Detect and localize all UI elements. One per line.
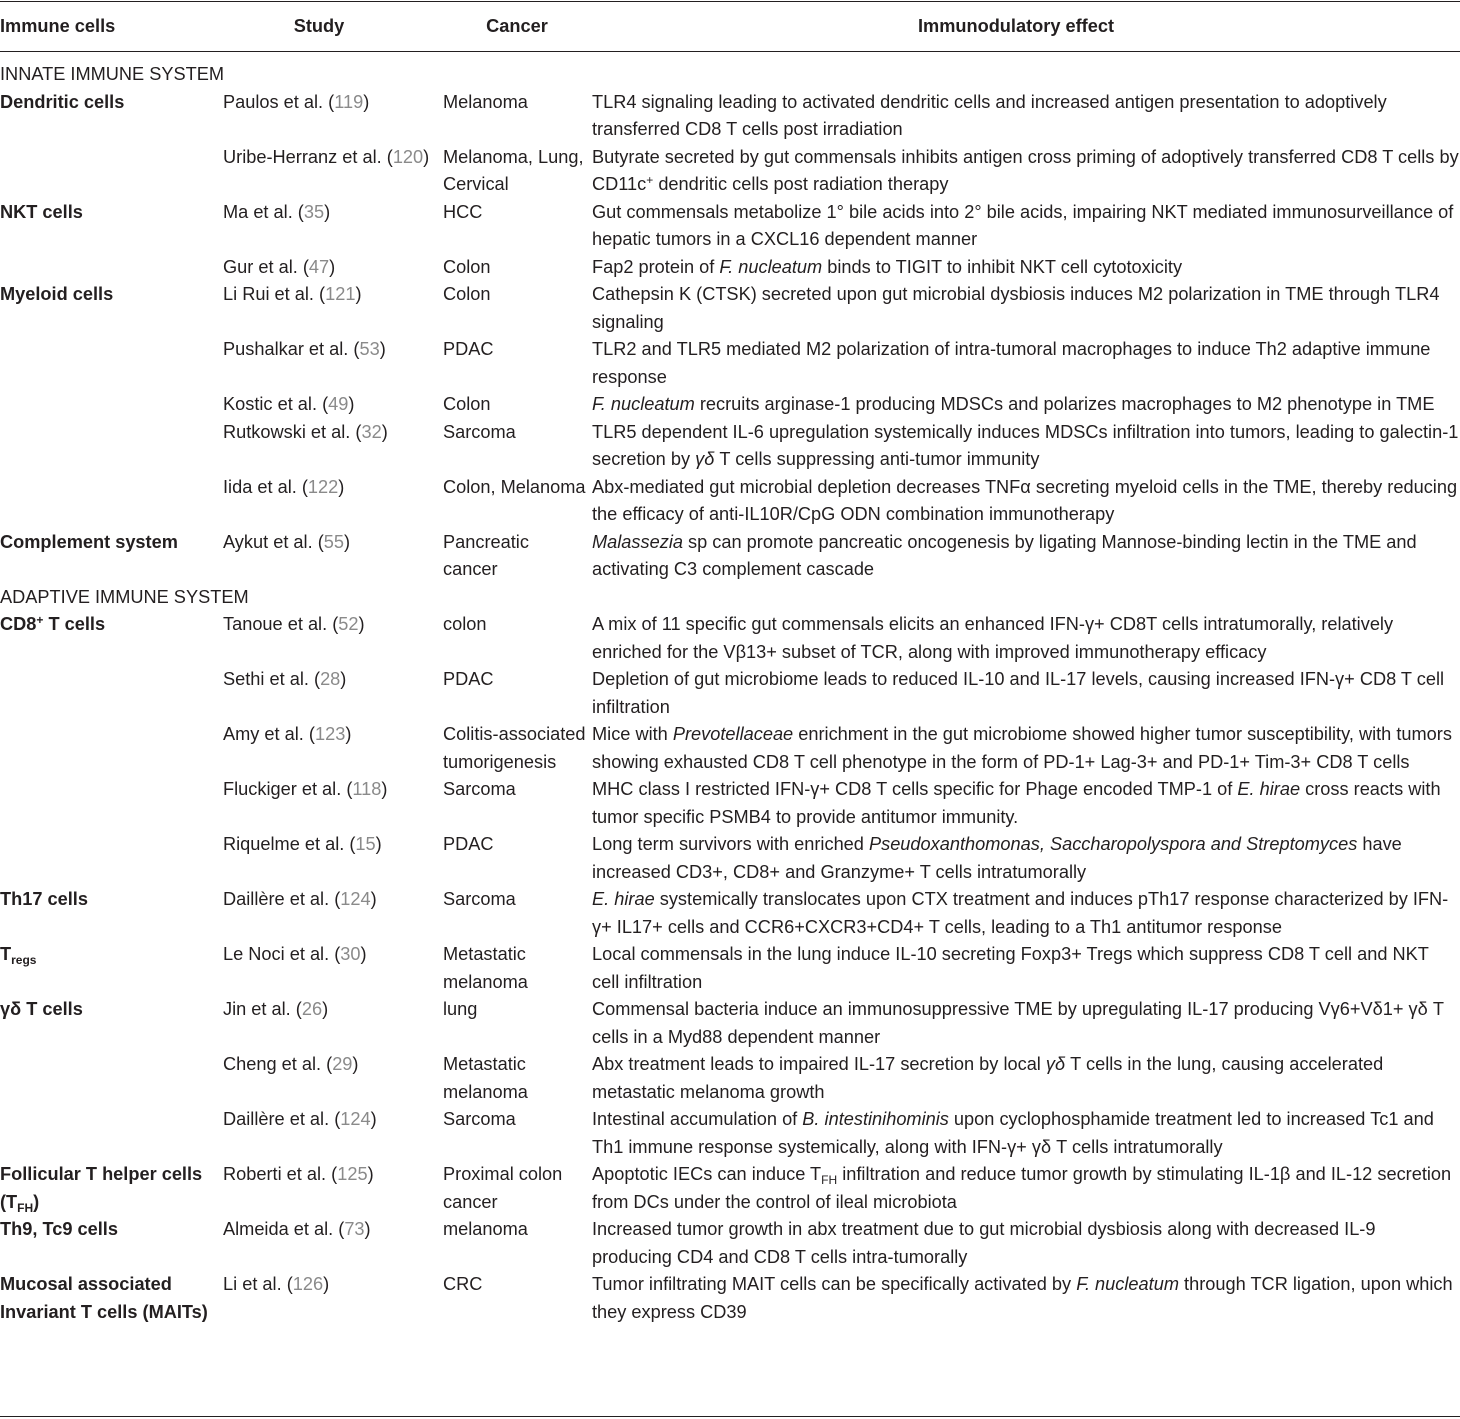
immune-cell: Th9, Tc9 cells bbox=[0, 1219, 118, 1239]
reference-link[interactable]: 32 bbox=[361, 421, 382, 442]
effect: MHC class I restricted IFN-γ+ CD8 T cells specific for Phage encoded TMP-1 of E. hirae cross reacts with tumor specific PSMB4 to provide antitumor immunity. bbox=[592, 779, 1441, 827]
immune-cell bbox=[0, 1051, 222, 1106]
cancer: Proximal colon cancer bbox=[443, 1164, 563, 1212]
effect: E. hirae systemically translocates upon CTX treatment and induces pTh17 response characterized by IFN-γ+ IL17+ cells and CCR6+CXCR3+CD4+ T cells, leading to a Th1 antitumor response bbox=[592, 889, 1449, 937]
effect: TLR5 dependent IL-6 upregulation systemically induces MDSCs infiltration into tumors, leading to galectin-1 secretion by γδ T cells suppressing anti-tumor immunity bbox=[592, 421, 1459, 469]
table-row bbox=[0, 996, 1460, 1051]
table-row bbox=[0, 199, 1460, 254]
table-row bbox=[0, 886, 1460, 941]
study: Riquelme et al. (15) bbox=[223, 834, 382, 854]
immune-cell bbox=[0, 474, 222, 529]
effect: Mice with Prevotellaceae enrichment in the gut microbiome showed higher tumor susceptibility, with tumors showing exhausted CD8 T cell phenotype in the form of PD-1+ Lag-3+ and PD-1+ Tim-3+ CD8 T cells bbox=[592, 724, 1452, 772]
reference-link[interactable]: 124 bbox=[340, 1109, 371, 1129]
reference-link[interactable]: 73 bbox=[344, 1219, 365, 1239]
study: Daillère et al. (124) bbox=[223, 889, 377, 909]
effect: Increased tumor growth in abx treatment due to gut microbial dysbiosis along with decreased IL-9 producing CD4 and CD8 T cells intra-tumorally bbox=[592, 1219, 1376, 1267]
immune-table bbox=[0, 13, 1460, 1326]
reference-link[interactable]: 126 bbox=[292, 1274, 324, 1294]
immune-cell bbox=[0, 721, 222, 776]
cancer: Sarcoma bbox=[443, 421, 516, 442]
immune-cell: CD8+ T cells bbox=[0, 613, 106, 634]
reference-link[interactable]: 28 bbox=[320, 669, 341, 689]
cancer: Sarcoma bbox=[443, 889, 516, 909]
study: Le Noci et al. (30) bbox=[223, 944, 367, 964]
immune-cell: NKT cells bbox=[0, 201, 83, 222]
effect: Abx treatment leads to impaired IL-17 secretion by local γδ T cells in the lung, causing accelerated metastatic melanoma growth bbox=[592, 1054, 1384, 1102]
table-row bbox=[0, 721, 1460, 776]
reference-link[interactable]: 123 bbox=[314, 724, 346, 744]
study: Iida et al. (122) bbox=[223, 476, 345, 497]
table-row bbox=[0, 254, 1460, 282]
study: Pushalkar et al. (53) bbox=[223, 339, 386, 359]
reference-link[interactable]: 119 bbox=[334, 91, 364, 112]
cancer: CRC bbox=[443, 1274, 483, 1294]
table-row bbox=[0, 941, 1460, 996]
immune-cell bbox=[0, 776, 222, 831]
cancer: Colon, Melanoma bbox=[443, 476, 586, 497]
reference-link[interactable]: 35 bbox=[303, 201, 325, 222]
study: Amy et al. (123) bbox=[223, 724, 352, 744]
effect: Long term survivors with enriched Pseudoxanthomonas, Saccharopolyspora and Streptomyces have increased CD3+, CD8+ and Granzyme+ T cells intratumorally bbox=[592, 834, 1402, 882]
study: Fluckiger et al. (118) bbox=[223, 779, 388, 799]
table-row bbox=[0, 776, 1460, 831]
study: Kostic et al. (49) bbox=[223, 394, 355, 414]
study: Rutkowski et al. (32) bbox=[223, 421, 388, 442]
table-row bbox=[0, 1106, 1460, 1161]
effect: Local commensals in the lung induce IL-10 secreting Foxp3+ Tregs which suppress CD8 T cell and NKT cell infiltration bbox=[592, 944, 1429, 992]
effect: TLR2 and TLR5 mediated M2 polarization of intra-tumoral macrophages to induce Th2 adaptive immune response bbox=[592, 339, 1431, 387]
effect: Fap2 protein of F. nucleatum binds to TIGIT to inhibit NKT cell cytotoxicity bbox=[592, 256, 1183, 277]
study: Sethi et al. (28) bbox=[223, 669, 347, 689]
reference-link[interactable]: 120 bbox=[392, 146, 424, 167]
effect: Malassezia sp can promote pancreatic oncogenesis by ligating Mannose-binding lectin in the TME and activating C3 complement cascade bbox=[592, 531, 1417, 579]
reference-link[interactable]: 29 bbox=[332, 1054, 353, 1074]
immune-cell bbox=[0, 336, 222, 391]
table-row bbox=[0, 281, 1460, 336]
study: Aykut et al. (55) bbox=[223, 531, 351, 552]
cancer: Melanoma, Lung, Cervical bbox=[443, 146, 584, 194]
study: Almeida et al. (73) bbox=[223, 1219, 371, 1239]
immune-cell: γδ T cells bbox=[0, 999, 83, 1019]
cancer: Colon bbox=[443, 284, 491, 304]
cancer: Colon bbox=[443, 394, 491, 414]
table-row bbox=[0, 144, 1460, 199]
cancer: Sarcoma bbox=[443, 1109, 516, 1129]
header-cancer: Cancer bbox=[486, 16, 548, 36]
reference-link[interactable]: 53 bbox=[359, 339, 380, 359]
immune-cell: Th17 cells bbox=[0, 889, 88, 909]
study: Li et al. (126) bbox=[223, 1274, 330, 1294]
immune-cell: Dendritic cells bbox=[0, 91, 125, 112]
study: Li Rui et al. (121) bbox=[223, 284, 362, 304]
section-adaptive: ADAPTIVE IMMUNE SYSTEM bbox=[0, 586, 249, 607]
immune-cell: Complement system bbox=[0, 531, 178, 552]
effect: A mix of 11 specific gut commensals elicits an enhanced IFN-γ+ CD8T cells intratumorally, relatively enriched for the Vβ13+ subset of TCR, along with improved immunotherapy efficacy bbox=[592, 614, 1394, 662]
table-row bbox=[0, 831, 1460, 886]
study: Cheng et al. (29) bbox=[223, 1054, 359, 1074]
immune-cell: Mucosal associated Invariant T cells (MAITs) bbox=[0, 1274, 208, 1322]
cancer: Melanoma bbox=[443, 91, 528, 112]
effect: Intestinal accumulation of B. intestinihominis upon cyclophosphamide treatment led to increased Tc1 and Th1 immune response systemically, along with IFN-γ+ γδ T cells intratumorally bbox=[592, 1109, 1434, 1157]
reference-link[interactable]: 124 bbox=[340, 889, 371, 909]
effect: TLR4 signaling leading to activated dendritic cells and increased antigen presentation to adoptively transferred CD8 T cells post irradiation bbox=[592, 91, 1387, 139]
study: Roberti et al. (125) bbox=[223, 1164, 374, 1184]
table-row bbox=[0, 529, 1460, 584]
table-row bbox=[0, 1161, 1460, 1216]
header-row bbox=[0, 13, 1460, 51]
immune-cell: Myeloid cells bbox=[0, 284, 114, 304]
effect: Depletion of gut microbiome leads to reduced IL-10 and IL-17 levels, causing increased IFN-γ+ CD8 T cell infiltration bbox=[592, 669, 1445, 717]
table-row bbox=[0, 611, 1460, 666]
reference-link[interactable]: 121 bbox=[325, 284, 356, 304]
immune-cell bbox=[0, 419, 222, 474]
cancer: PDAC bbox=[443, 669, 494, 689]
immune-cell: Follicular T helper cells $(T_{FH})$ bbox=[0, 1164, 203, 1215]
reference-link[interactable]: 26 bbox=[301, 999, 323, 1019]
study: Jin et al. (26) bbox=[223, 999, 329, 1019]
reference-link[interactable]: 49 bbox=[328, 394, 349, 414]
cancer: HCC bbox=[443, 201, 483, 222]
reference-link[interactable]: 47 bbox=[308, 256, 330, 277]
immune-cell bbox=[0, 666, 222, 721]
immune-cell bbox=[0, 391, 222, 419]
cancer: PDAC bbox=[443, 339, 494, 359]
table-row bbox=[0, 1271, 1460, 1326]
header-immune-cells: Immune cells bbox=[0, 16, 116, 36]
reference-link[interactable]: 122 bbox=[307, 476, 339, 497]
immune-cell bbox=[0, 831, 222, 886]
study: Gur et al. (47) bbox=[223, 256, 336, 277]
table-row bbox=[0, 391, 1460, 419]
table-row bbox=[0, 336, 1460, 391]
immune-cell bbox=[0, 254, 222, 282]
header-effect: Immunodulatory effect bbox=[917, 16, 1115, 36]
header-study: Study bbox=[293, 16, 345, 36]
study: Tanoue et al. (52) bbox=[223, 614, 365, 634]
reference-link[interactable]: 52 bbox=[338, 614, 359, 634]
study: Daillère et al. (124) bbox=[223, 1109, 377, 1129]
immune-cell: $T_{regs}$ bbox=[0, 944, 37, 967]
effect: Gut commensals metabolize 1° bile acids into 2° bile acids, impairing NKT mediated immunosurveillance of hepatic tumors in a CXCL16 dependent manner bbox=[592, 201, 1454, 249]
effect: F. nucleatum recruits arginase-1 producing MDSCs and polarizes macrophages to M2 phenotype in TME bbox=[592, 394, 1435, 414]
reference-link[interactable]: 30 bbox=[340, 944, 361, 964]
immune-cell bbox=[0, 1106, 222, 1161]
cancer: lung bbox=[443, 999, 478, 1019]
table-row bbox=[0, 419, 1460, 474]
effect: Cathepsin K (CTSK) secreted upon gut microbial dysbiosis induces M2 polarization in TME through TLR4 signaling bbox=[592, 284, 1440, 332]
section-row-innate bbox=[0, 61, 1460, 89]
reference-link[interactable]: 118 bbox=[352, 779, 382, 799]
effect: Butyrate secreted by gut commensals inhibits antigen cross priming of adoptively transferred CD8 T cells by CD11c+ dendritic cells post radiation therapy bbox=[592, 146, 1459, 194]
cancer: Colitis-associated tumorigenesis bbox=[443, 724, 586, 772]
table-row bbox=[0, 474, 1460, 529]
effect: Tumor infiltrating MAIT cells can be specifically activated by F. nucleatum through TCR ligation, upon which they express CD39 bbox=[592, 1274, 1453, 1322]
effect: Apoptotic IECs can induce $T_{FH}$ infiltration and reduce tumor growth by stimulating IL-1β and IL-12 secretion from DCs under the control of ileal microbiota bbox=[592, 1164, 1452, 1212]
effect: Commensal bacteria induce an immunosuppressive TME by upregulating IL-17 producing Vγ6+Vδ1+ γδ T cells in a Myd88 dependent manner bbox=[592, 999, 1444, 1047]
table-row bbox=[0, 89, 1460, 144]
cancer: PDAC bbox=[443, 834, 494, 854]
study: Paulos et al. (119) bbox=[223, 91, 370, 112]
immune-cell bbox=[0, 144, 222, 199]
table-body bbox=[0, 51, 1460, 1326]
cancer: colon bbox=[443, 614, 487, 634]
section-innate: INNATE IMMUNE SYSTEM bbox=[0, 64, 224, 84]
table-row bbox=[0, 1051, 1460, 1106]
study: Uribe-Herranz et al. (120) bbox=[223, 146, 430, 167]
cancer: Sarcoma bbox=[443, 779, 516, 799]
effect: Abx-mediated gut microbial depletion decreases TNFα secreting myeloid cells in the TME, thereby reducing the efficacy of anti-IL10R/CpG ODN combination immunotherapy bbox=[592, 476, 1458, 524]
reference-link[interactable]: 125 bbox=[337, 1164, 368, 1184]
reference-link[interactable]: 15 bbox=[355, 834, 376, 854]
cancer: Metastatic melanoma bbox=[443, 1054, 528, 1102]
section-row-adaptive bbox=[0, 584, 1460, 612]
cancer: Colon bbox=[443, 256, 491, 277]
cancer: melanoma bbox=[443, 1219, 528, 1239]
cancer: Pancreatic cancer bbox=[443, 531, 529, 579]
study: Ma et al. (35) bbox=[223, 201, 331, 222]
bottom-rule bbox=[0, 1416, 1460, 1417]
reference-link[interactable]: 55 bbox=[323, 531, 344, 552]
top-rule bbox=[0, 1, 1460, 2]
table-row bbox=[0, 666, 1460, 721]
cancer: Metastatic melanoma bbox=[443, 944, 528, 992]
table-row bbox=[0, 1216, 1460, 1271]
